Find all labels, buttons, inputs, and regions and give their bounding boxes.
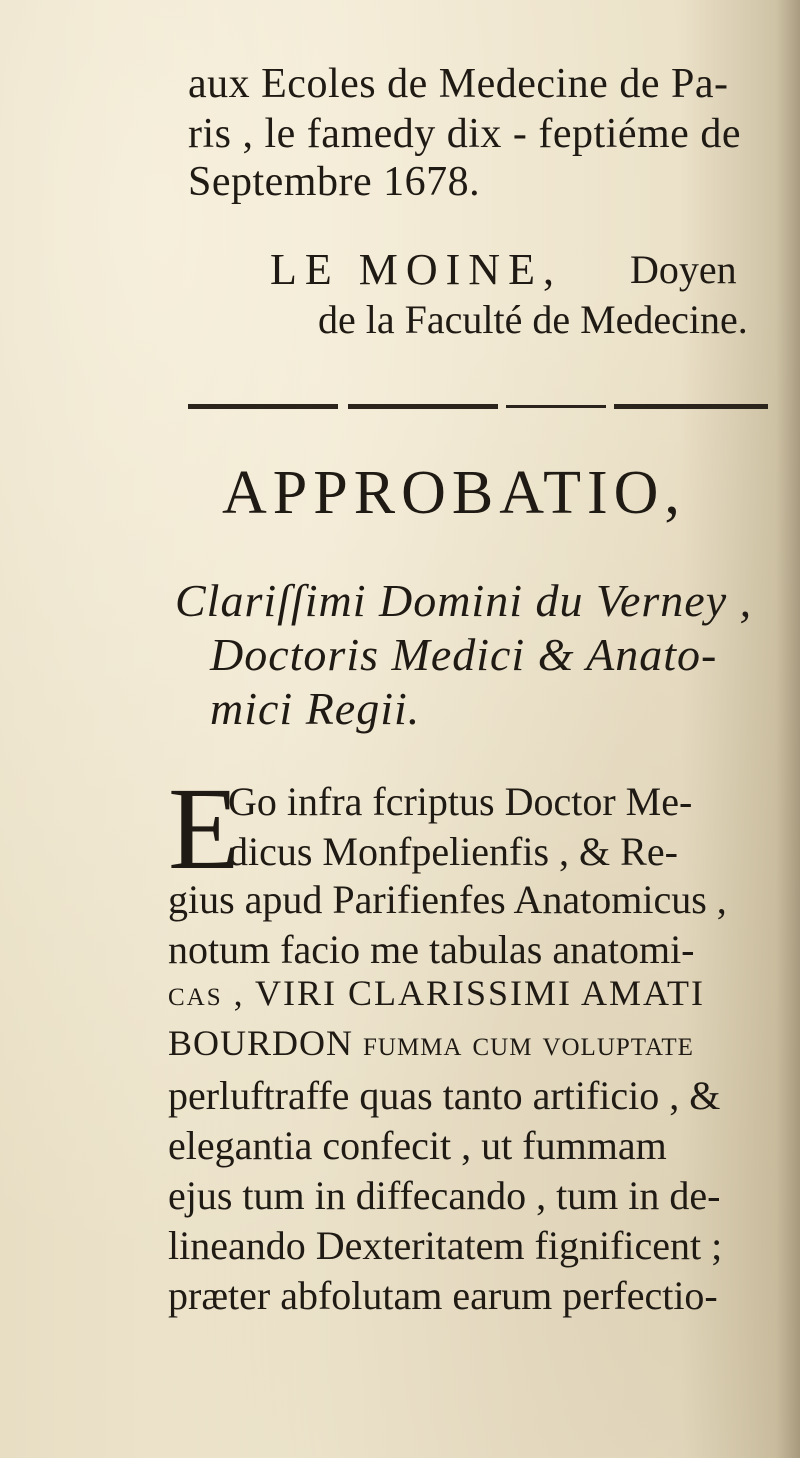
body-line-10: lineando Dexteritatem fignificent ; (168, 1223, 723, 1268)
body-line-9: ejus tum in diffecando , tum in de- (168, 1173, 721, 1218)
body-line-5: cas , VIRI CLARISSIMI AMATI (168, 973, 706, 1013)
body-line-7: perluftraffe quas tanto artificio , & (168, 1073, 721, 1118)
drop-cap: E (168, 763, 241, 894)
approbatio-heading: APPROBATIO, (222, 459, 686, 527)
signature-name: LE MOINE, (270, 245, 562, 294)
ornamental-rule (188, 404, 768, 416)
body-line-8: elegantia confecit , ut fummam (168, 1123, 667, 1168)
body-line-11: præter abfolutam earum perfectio- (168, 1273, 718, 1318)
body-line-1: Go infra fcriptus Doctor Me- (228, 779, 693, 824)
header-line-2: ris , le famedy dix - feptiéme de (188, 111, 741, 157)
header-line-3: Septembre 1678. (188, 159, 481, 205)
approbatio-subtitle-3: mici Regii. (210, 683, 421, 734)
body-line-2: dicus Monfpelienfis , & Re- (228, 829, 678, 874)
approbatio-subtitle-2: Doctoris Medici & Anato- (210, 629, 718, 680)
body-line-3: gius apud Parifienfes Anatomicus , (168, 877, 727, 922)
signature-title-2: de la Faculté de Medecine. (318, 297, 748, 342)
signature-title-1: Doyen (630, 247, 737, 292)
approbatio-subtitle-1: Clariſſimi Domini du Verney , (175, 575, 753, 626)
header-line-1: aux Ecoles de Medecine de Pa- (188, 61, 729, 107)
body-line-6: BOURDON fumma cum voluptate (168, 1023, 694, 1063)
body-line-4: notum facio me tabulas anatomi- (168, 927, 695, 972)
